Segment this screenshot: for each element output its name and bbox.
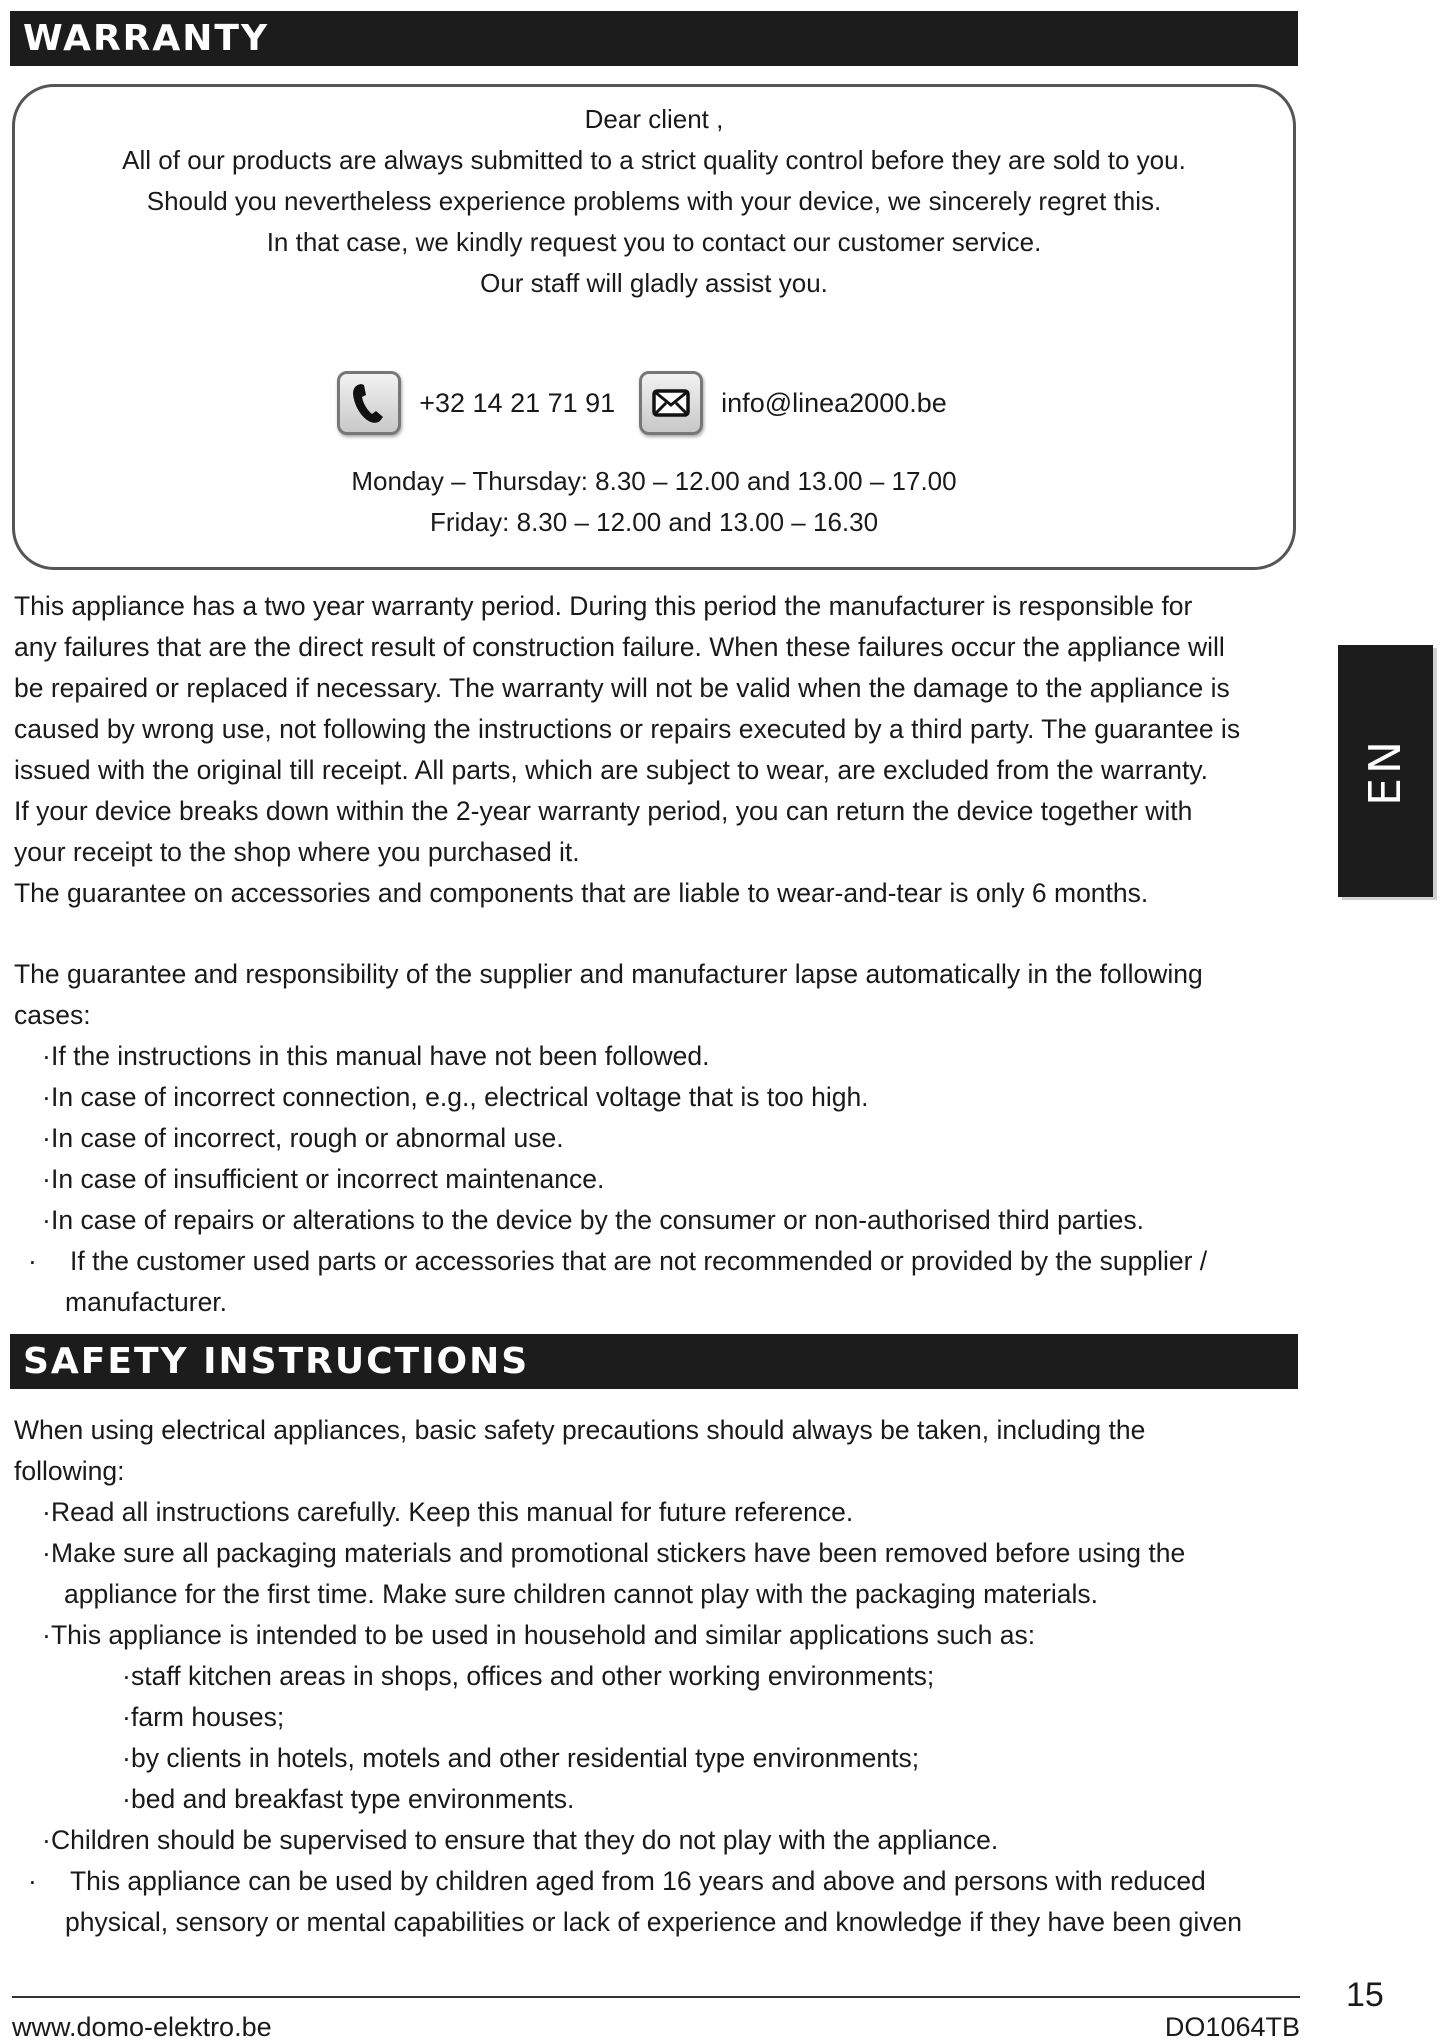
- warranty-line: The guarantee on accessories and components that are liable to wear-and-tear is only 6 months.: [14, 878, 1149, 908]
- warranty-line: caused by wrong use, not following the instructions or repairs executed by a third party. The guarantee is: [14, 714, 1241, 744]
- intro-line: In that case, we kindly request you to contact our customer service.: [266, 227, 1042, 257]
- list-item: ·In case of repairs or alterations to the device by the consumer or non-authorised third parties.: [42, 1205, 1144, 1235]
- list-item: · This appliance can be used by children aged from 16 years and above and persons with reduced physical, sensory or mental capabilities or lack of experience and knowledge if they have been given: [28, 1866, 1242, 1937]
- list-item: ·In case of incorrect, rough or abnormal use.: [42, 1123, 564, 1153]
- safety-title: SAFETY INSTRUCTIONS: [23, 1341, 530, 1382]
- list-item: ·Children should be supervised to ensure that they do not play with the appliance.: [42, 1825, 999, 1855]
- list-item: ·In case of incorrect connection, e.g., electrical voltage that is too high.: [42, 1082, 869, 1112]
- safety-body: [14, 1410, 1299, 1943]
- sub-list-item: ·by clients in hotels, motels and other residential type environments;: [122, 1743, 920, 1773]
- sub-list-item: ·staff kitchen areas in shops, offices and other working environments;: [122, 1661, 935, 1691]
- sub-list-item: ·bed and breakfast type environments.: [122, 1784, 575, 1814]
- intro-line: Our staff will gladly assist you.: [480, 268, 828, 298]
- footer-divider: [12, 1996, 1300, 1998]
- greeting: Dear client ,: [584, 104, 724, 134]
- warranty-line: If your device breaks down within the 2-year warranty period, you can return the device together with: [14, 796, 1193, 826]
- list-item: ·If the instructions in this manual have not been followed.: [42, 1041, 710, 1071]
- safety-intro-line: following:: [14, 1456, 125, 1486]
- warranty-heading: [10, 11, 1298, 66]
- phone-number[interactable]: +32 14 21 71 91: [419, 387, 616, 418]
- list-item: · If the customer used parts or accessories that are not recommended or provided by the supplier / manufacturer.: [28, 1246, 1208, 1317]
- customer-service-box: [12, 84, 1296, 570]
- language-label: EN: [1360, 736, 1411, 806]
- list-item: ·In case of insufficient or incorrect maintenance.: [42, 1164, 605, 1194]
- sub-list-item: ·farm houses;: [122, 1702, 285, 1732]
- safety-heading: [10, 1334, 1298, 1389]
- list-item: ·This appliance is intended to be used in household and similar applications such as:: [42, 1620, 1036, 1650]
- warranty-line: This appliance has a two year warranty period. During this period the manufacturer is responsible for: [14, 591, 1193, 621]
- page-number: 15: [1346, 1976, 1384, 2014]
- lapse-section: [14, 954, 1299, 1323]
- intro-line: All of our products are always submitted to a strict quality control before they are sold to you.: [122, 145, 1186, 175]
- lapse-intro-line: The guarantee and responsibility of the supplier and manufacturer lapse automatically in the following: [14, 959, 1203, 989]
- envelope-icon: [639, 371, 703, 435]
- list-item: ·Read all instructions carefully. Keep this manual for future reference.: [42, 1497, 854, 1527]
- safety-intro-line: When using electrical appliances, basic safety precautions should always be taken, including the: [14, 1415, 1146, 1445]
- warranty-line: your receipt to the shop where you purchased it.: [14, 837, 580, 867]
- warranty-line: any failures that are the direct result of construction failure. When these failures occur the appliance will: [14, 632, 1225, 662]
- contact-row: [15, 371, 1293, 435]
- website-link[interactable]: www.domo-elektro.be: [12, 2012, 272, 2042]
- language-tab: [1338, 645, 1433, 897]
- warranty-line: be repaired or replaced if necessary. The warranty will not be valid when the damage to the appliance is: [14, 673, 1230, 703]
- model-code: DO1064TB: [1164, 2012, 1300, 2042]
- email-address[interactable]: info@linea2000.be: [721, 387, 947, 418]
- hours-friday: Friday: 8.30 – 12.00 and 13.00 – 16.30: [429, 507, 879, 537]
- warranty-line: issued with the original till receipt. All parts, which are subject to wear, are excluded from the warranty.: [14, 755, 1209, 785]
- list-item: ·Make sure all packaging materials and promotional stickers have been removed before using the appliance for the first time. Make sure children cannot play with the packaging materials.: [42, 1538, 1186, 1609]
- intro-line: Should you nevertheless experience problems with your device, we sincerely regret this.: [146, 186, 1162, 216]
- opening-hours: [15, 461, 1293, 543]
- warranty-title: WARRANTY: [23, 18, 270, 59]
- phone-icon: [337, 371, 401, 435]
- warranty-body: [14, 586, 1299, 914]
- hours-weekdays: Monday – Thursday: 8.30 – 12.00 and 13.00 – 17.00: [351, 466, 957, 496]
- lapse-intro-line: cases:: [14, 1000, 91, 1030]
